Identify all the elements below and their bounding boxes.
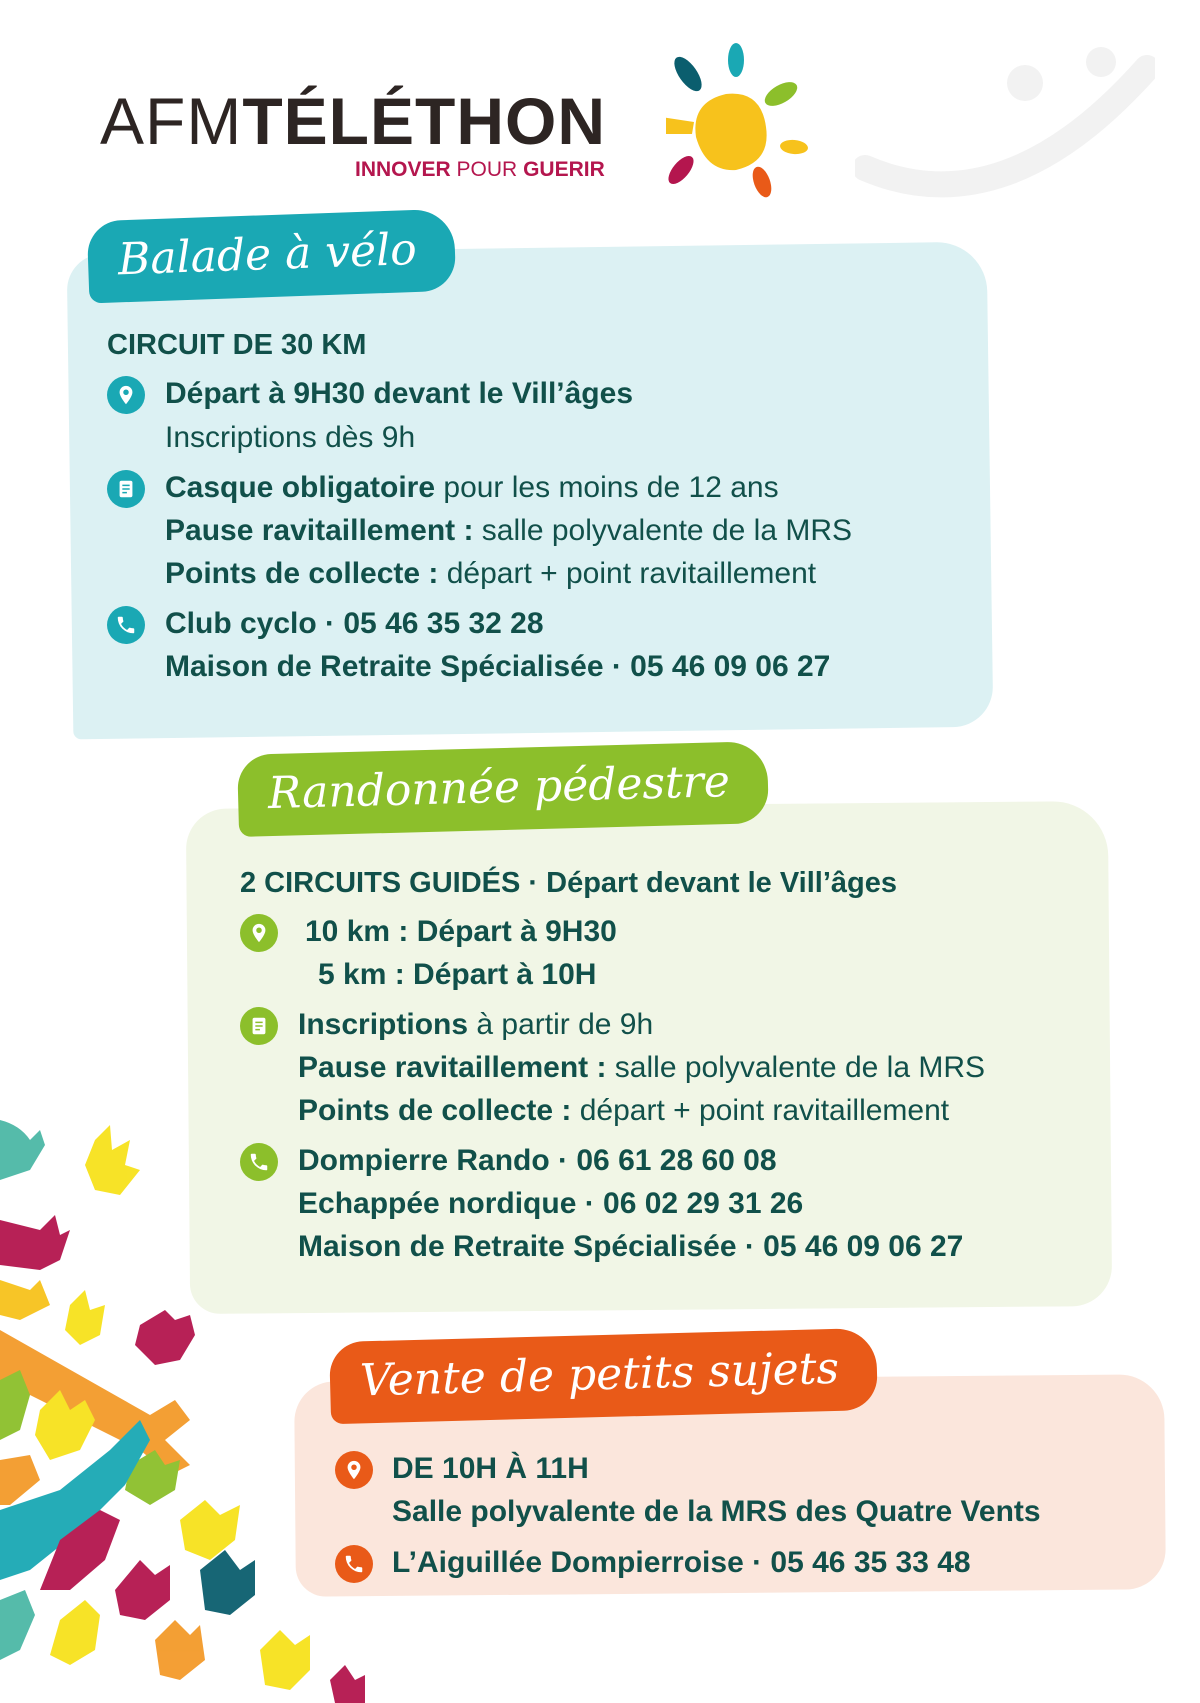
form-icon bbox=[107, 470, 145, 508]
rando-contact-echappee: Echappée nordique · 06 02 29 31 26 bbox=[298, 1187, 804, 1220]
colorful-hands-decoration-icon bbox=[0, 1120, 470, 1703]
velo-casque: Casque obligatoire pour les moins de 12 ans bbox=[165, 471, 779, 504]
vente-section-title: Vente de petits sujets bbox=[329, 1328, 878, 1424]
velo-contact-mrs: Maison de Retraite Spécialisée · 05 46 09 06 27 bbox=[165, 650, 831, 683]
tagline-innover: INNOVER bbox=[355, 158, 451, 181]
location-pin-icon bbox=[240, 914, 278, 952]
tagline-guerir: GUERIR bbox=[523, 158, 605, 181]
sun-logo-icon bbox=[666, 42, 816, 202]
vente-lieu: Salle polyvalente de la MRS des Quatre Vents bbox=[392, 1495, 1041, 1528]
logo-telethon: TÉLÉTHON bbox=[242, 84, 606, 158]
rando-pause: Pause ravitaillement : salle polyvalente de la MRS bbox=[298, 1051, 985, 1084]
logo-tagline bbox=[355, 158, 605, 182]
rando-5km: 5 km : Départ à 10H bbox=[318, 958, 597, 991]
velo-inscriptions: Inscriptions dès 9h bbox=[165, 421, 416, 454]
velo-heading: CIRCUIT DE 30 KM bbox=[107, 329, 367, 361]
tagline-pour: POUR bbox=[456, 158, 518, 181]
velo-pause: Pause ravitaillement : salle polyvalente de la MRS bbox=[165, 514, 852, 547]
rando-heading: 2 CIRCUITS GUIDÉS · Départ devant le Vill’âges bbox=[240, 867, 897, 899]
rando-10km: 10 km : Départ à 9H30 bbox=[305, 915, 617, 948]
smile-decoration-icon bbox=[855, 38, 1155, 208]
velo-contact-club: Club cyclo · 05 46 35 32 28 bbox=[165, 607, 544, 640]
rando-section-title: Randonnée pédestre bbox=[237, 741, 769, 837]
form-icon bbox=[240, 1007, 278, 1045]
logo-afm: AFM bbox=[100, 84, 243, 158]
vente-horaire: DE 10H À 11H bbox=[392, 1452, 589, 1485]
phone-icon bbox=[107, 606, 145, 644]
velo-section-title: Balade à vélo bbox=[87, 209, 456, 304]
velo-depart: Départ à 9H30 devant le Vill’âges bbox=[165, 377, 634, 410]
afm-telethon-logo bbox=[100, 84, 606, 158]
rando-contact-dompierre: Dompierre Rando · 06 61 28 60 08 bbox=[298, 1144, 777, 1177]
location-pin-icon bbox=[107, 376, 145, 414]
rando-contact-mrs: Maison de Retraite Spécialisée · 05 46 09 06 27 bbox=[298, 1230, 964, 1263]
rando-inscriptions: Inscriptions à partir de 9h bbox=[298, 1008, 654, 1041]
vente-contact: L’Aiguillée Dompierroise · 05 46 35 33 48 bbox=[392, 1546, 971, 1579]
velo-collecte: Points de collecte : départ + point ravitaillement bbox=[165, 557, 817, 590]
rando-collecte: Points de collecte : départ + point ravitaillement bbox=[298, 1094, 950, 1127]
